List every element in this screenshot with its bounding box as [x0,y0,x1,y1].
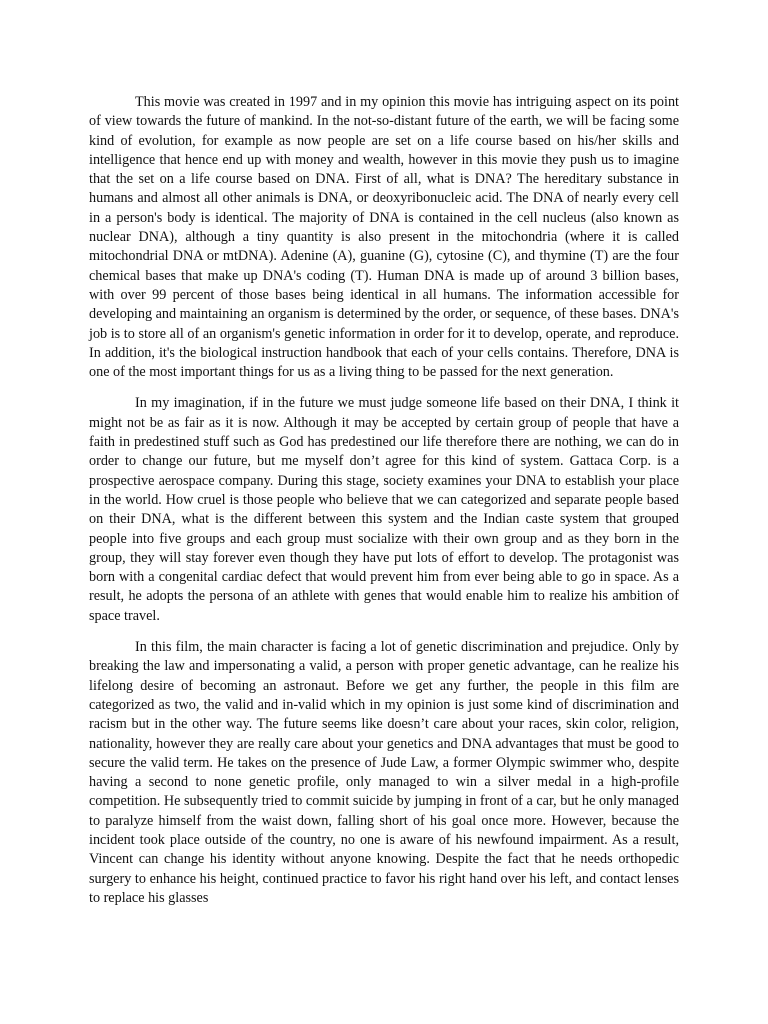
paragraph-1: This movie was created in 1997 and in my opinion this movie has intriguing aspect on its point of view towards the future of mankind. In the not-so-distant future of the earth, we will be facing some kind of evolution, for example as now people are set on a life course based on his/her skills and intelligence that hence end up with money and wealth, however in this movie they push us to imagine that the set on a life course based on DNA. First of all, what is DNA? The hereditary substance in humans and almost all other animals is DNA, or deoxyribonucleic acid. The DNA of nearly every cell in a person's body is identical. The majority of DNA is contained in the cell nucleus (also known as nuclear DNA), although a tiny quantity is also present in the mitochondria (where it is called mitochondrial DNA or mtDNA). Adenine (A), guanine (G), cytosine (C), and thymine (T) are the four chemical bases that make up DNA's coding (T). Human DNA is made up of around 3 billion bases, with over 99 percent of those bases being identical in all humans. The information accessible for developing and maintaining an organism is determined by the order, or sequence, of these bases. DNA's job is to store all of an organism's genetic information in order for it to develop, operate, and reproduce. In addition, it's the biological instruction handbook that each of your cells contains. Therefore, DNA is one of the most important things for us as a living thing to be passed for the next generation. [89,94,679,381]
paragraph-3: In this film, the main character is facing a lot of genetic discrimination and prejudice. Only by breaking the law and impersonating a valid, a person with proper genetic advantage, can he realize his lifelong desire of becoming an astronaut. Before we get any further, the people in this film are categorized as two, the valid and in-valid which in my opinion is just some kind of discrimination and racism but in the other way. The future seems like doesn’t care about your races, skin color, religion, nationality, however they are really care about your genetics and DNA advantages that must be good to secure the valid term. He takes on the presence of Jude Law, a former Olympic swimmer who, despite having a second to none genetic profile, only managed to win a silver medal in a high-profile competition. He subsequently tried to commit suicide by jumping in front of a car, but he only managed to paralyze himself from the waist down, falling short of his goal once more. However, because the incident took place outside of the country, no one is aware of his newfound impairment. As a result, Vincent can change his identity without anyone knowing. Despite the fact that he needs orthopedic surgery to enhance his height, continued practice to favor his right hand over his left, and contact lenses to replace his glasses [89,639,679,906]
paragraph-2: In my imagination, if in the future we must judge someone life based on their DNA, I think it might not be as fair as it is now. Although it may be accepted by certain group of people that have a faith in predestined stuff such as God has predestined our life therefore there are nothing, we can do in order to change our future, but me myself don’t agree for this kind of system. Gattaca Corp. is a prospective aerospace company. During this stage, society examines your DNA to establish your place in the world. How cruel is those people who believe that we can categorized and separate people based on their DNA, what is the different between this system and the Indian caste system that grouped people into five groups and each group must socialize with their own group and as they born in the group, they will stay forever even though they have put lots of effort to develop. The protagonist was born with a congenital cardiac defect that would prevent him from ever being able to go in space. As a result, he adopts the persona of an athlete with genes that would enable him to realize his ambition of space travel. [89,395,679,624]
